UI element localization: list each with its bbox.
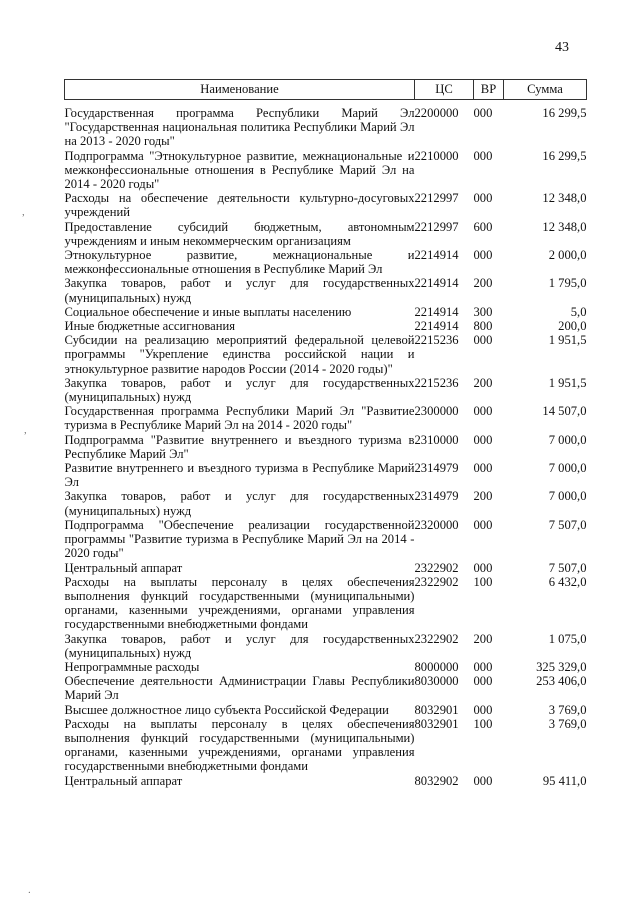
row-sum: 2 000,0 [548, 248, 587, 263]
row-name: Государственная программа Республики Марий Эл "Государственная национальная политика Республики Марий Эл на 2013 - 2020 годы" [64, 106, 415, 149]
row-cs: 2314979 [414, 461, 459, 476]
table-row [65, 703, 587, 717]
row-vr: 000 [473, 702, 493, 717]
row-sum: 3 769,0 [548, 716, 587, 731]
row-name: Закупка товаров, работ и услуг для государственных (муниципальных) нужд [64, 375, 415, 405]
row-vr: 000 [473, 674, 493, 689]
table-row [65, 276, 587, 304]
budget-table [64, 79, 587, 788]
row-cs: 2322902 [414, 560, 459, 575]
row-sum: 14 507,0 [542, 404, 587, 419]
row-sum: 5,0 [570, 304, 587, 319]
row-sum: 7 507,0 [548, 560, 587, 575]
row-vr: 000 [473, 191, 493, 206]
row-name: Центральный аппарат [64, 560, 183, 575]
header-sum: Сумма [504, 80, 587, 100]
row-cs: 8032901 [414, 716, 459, 731]
row-vr: 000 [473, 404, 493, 419]
table-row [65, 561, 587, 575]
row-sum: 6 432,0 [548, 574, 587, 589]
row-vr: 200 [473, 375, 493, 390]
row-vr: 100 [473, 574, 493, 589]
row-sum: 7 000,0 [548, 432, 587, 447]
row-name: Субсидии на реализацию мероприятий федеральной целевой программы "Укрепление единства российской нации и этнокультурное развитие народов России (2014 - 2020 годы)" [64, 333, 415, 376]
row-name: Предоставление субсидий бюджетным, автономным учреждениям и иным некоммерческим организациям [64, 219, 415, 248]
row-name: Центральный аппарат [64, 773, 183, 788]
row-cs: 2322902 [414, 574, 459, 589]
row-name: Государственная программа Республики Марий Эл "Развитие туризма в Республике Марий Эл на 2014 - 2020 годы" [64, 404, 415, 433]
row-sum: 7 000,0 [548, 489, 587, 504]
row-cs: 2310000 [414, 432, 459, 447]
row-cs: 2212997 [414, 219, 459, 234]
row-cs: 8032901 [414, 702, 459, 717]
row-name: Иные бюджетные ассигнования [64, 319, 236, 334]
row-vr: 000 [473, 560, 493, 575]
row-vr: 600 [473, 219, 493, 234]
row-vr: 200 [473, 276, 493, 291]
row-name: Непрограммные расходы [64, 659, 200, 674]
row-cs: 8000000 [414, 659, 459, 674]
row-vr: 000 [473, 333, 493, 348]
table-row [65, 461, 587, 489]
table-row [65, 333, 587, 376]
row-sum: 200,0 [558, 319, 587, 334]
row-vr: 000 [473, 461, 493, 476]
header-vr: ВР [474, 80, 504, 100]
row-cs: 8032902 [414, 773, 459, 788]
row-sum: 7 000,0 [548, 461, 587, 476]
row-vr: 200 [473, 631, 493, 646]
row-name: Обеспечение деятельности Администрации Главы Республики Марий Эл [64, 674, 415, 703]
margin-mark: , [22, 206, 25, 218]
row-sum: 16 299,5 [542, 106, 587, 120]
row-sum: 1 075,0 [548, 631, 587, 646]
row-vr: 000 [473, 248, 493, 263]
row-sum: 1 951,5 [548, 333, 587, 348]
row-sum: 12 348,0 [542, 191, 587, 206]
row-cs: 2215236 [414, 375, 459, 390]
row-cs: 2210000 [414, 148, 459, 163]
row-name: Развитие внутреннего и въездного туризма в Республике Марий Эл [64, 461, 415, 490]
table-row [65, 305, 587, 319]
row-cs: 2215236 [414, 333, 459, 348]
row-vr: 800 [473, 319, 493, 334]
row-cs: 2314979 [414, 489, 459, 504]
header-row [65, 80, 587, 100]
margin-mark: . [28, 884, 31, 896]
row-vr: 000 [473, 106, 493, 120]
table-row [65, 774, 587, 788]
row-vr: 000 [473, 148, 493, 163]
row-cs: 2214914 [414, 248, 459, 263]
row-sum: 7 507,0 [548, 517, 587, 532]
row-cs: 2214914 [414, 276, 459, 291]
row-vr: 000 [473, 517, 493, 532]
row-name: Высшее должностное лицо субъекта Российской Федерации [64, 702, 389, 717]
table-row [65, 674, 587, 702]
row-name: Закупка товаров, работ и услуг для государственных (муниципальных) нужд [64, 276, 415, 305]
row-sum: 325 329,0 [536, 659, 587, 674]
margin-mark: , [24, 424, 27, 436]
table-body [65, 100, 587, 788]
row-name: Подпрограмма "Развитие внутреннего и въездного туризма в Республике Марий Эл" [64, 432, 415, 461]
row-sum: 1 795,0 [548, 276, 587, 291]
row-name: Закупка товаров, работ и услуг для государственных (муниципальных) нужд [64, 489, 415, 518]
row-name: Расходы на выплаты персоналу в целях обеспечения выполнения функций государственными (муниципальными) органами, казенными учреждениями, органами управления государственными внебюджетными фондами [64, 716, 415, 774]
header-name: Наименование [65, 80, 415, 100]
row-vr: 000 [473, 659, 493, 674]
row-vr: 200 [473, 489, 493, 504]
row-vr: 300 [473, 304, 493, 319]
row-name: Социальное обеспечение и иные выплаты населению [64, 304, 352, 319]
row-vr: 100 [473, 716, 493, 731]
row-vr: 000 [473, 773, 493, 788]
row-cs: 2214914 [414, 304, 459, 319]
row-cs: 2322902 [414, 631, 459, 646]
table-row [65, 149, 587, 192]
row-sum: 3 769,0 [548, 702, 587, 717]
table-row [65, 660, 587, 674]
table-row [65, 220, 587, 248]
row-name: Закупка товаров, работ и услуг для государственных (муниципальных) нужд [64, 631, 415, 660]
row-sum: 12 348,0 [542, 219, 587, 234]
table-row [65, 433, 587, 461]
table-row [65, 376, 587, 404]
row-cs: 2212997 [414, 191, 459, 206]
row-cs: 2300000 [414, 404, 459, 419]
row-sum: 16 299,5 [542, 148, 587, 163]
row-name: Этнокультурное развитие, межнациональные и межконфессиональные отношения в Республике Марий Эл [64, 248, 415, 277]
table-row [65, 489, 587, 517]
table-row [65, 404, 587, 432]
header-cs: ЦС [415, 80, 474, 100]
page-number: 43 [555, 40, 569, 55]
table-row [65, 100, 587, 149]
row-name: Расходы на выплаты персоналу в целях обеспечения выполнения функций государственными (муниципальными) органами, казенными учреждениями, органами управления государственными внебюджетными фондами [64, 574, 415, 632]
row-sum: 95 411,0 [542, 773, 587, 788]
row-vr: 000 [473, 432, 493, 447]
table-row [65, 632, 587, 660]
table-row [65, 717, 587, 774]
row-name: Расходы на обеспечение деятельности культурно-досуговых учреждений [64, 191, 415, 220]
row-cs: 2200000 [414, 106, 459, 120]
table-row [65, 518, 587, 561]
row-name: Подпрограмма "Обеспечение реализации государственной программы "Развитие туризма в Республике Марий Эл на 2014 - 2020 годы" [64, 517, 415, 561]
row-sum: 253 406,0 [536, 674, 587, 689]
row-name: Подпрограмма "Этнокультурное развитие, межнациональные и межконфессиональные отношения в Республике Марий Эл на 2014 - 2020 годы" [64, 148, 415, 192]
row-sum: 1 951,5 [548, 375, 587, 390]
row-cs: 2320000 [414, 517, 459, 532]
table-row [65, 575, 587, 632]
table-row [65, 248, 587, 276]
row-cs: 2214914 [414, 319, 459, 334]
table-row [65, 191, 587, 219]
table-row [65, 319, 587, 333]
row-cs: 8030000 [414, 674, 459, 689]
